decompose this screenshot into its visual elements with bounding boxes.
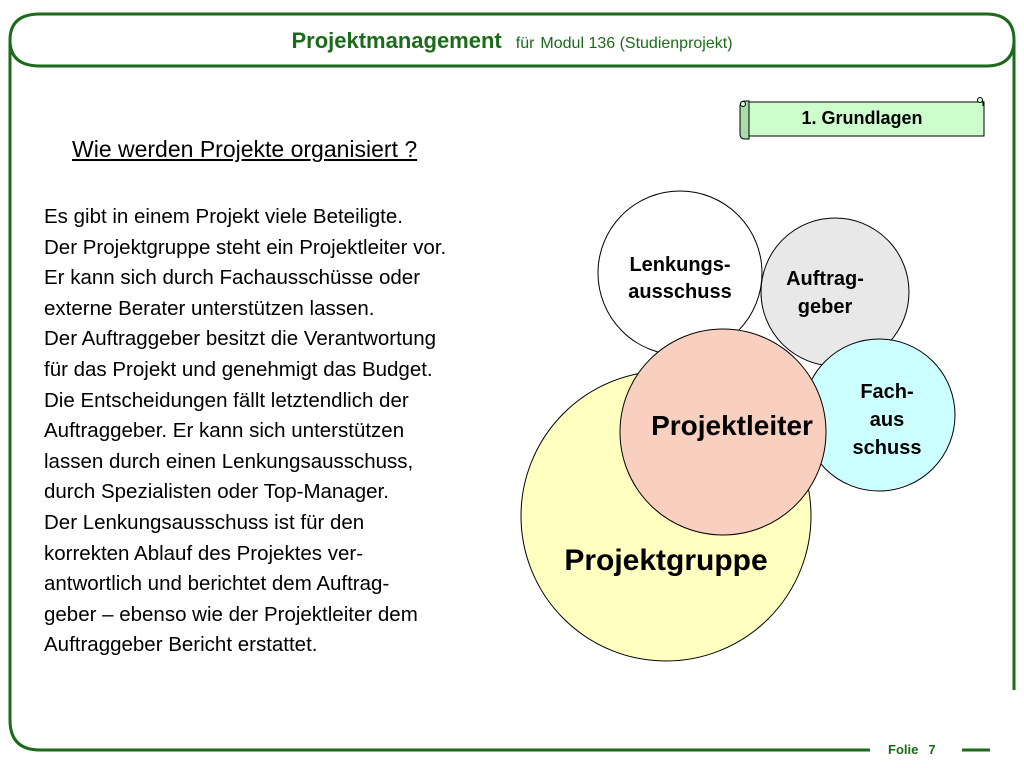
body-line: korrekten Ablauf des Projektes ver- xyxy=(44,541,364,565)
page-number: 7 xyxy=(928,742,936,757)
body-line: Er kann sich durch Fachausschüsse oder xyxy=(44,266,421,290)
header-module: Modul 136 (Studienprojekt) xyxy=(540,35,733,52)
body-line: durch Spezialisten oder Top-Manager. xyxy=(44,480,389,504)
body-line: lassen durch einen Lenkungsausschuss, xyxy=(44,449,414,473)
body-line: externe Berater unterstützen lassen. xyxy=(44,296,375,320)
projektleiter-label: Projektleiter xyxy=(651,410,813,441)
lenkungsausschuss-label xyxy=(600,252,760,306)
page-subtitle: Wie werden Projekte organisiert ? xyxy=(72,136,418,162)
lenkungsausschuss-line: ausschuss xyxy=(628,281,732,303)
body-line: Die Entscheidungen fällt letztendlich der xyxy=(44,388,409,412)
auftraggeber-line: geber xyxy=(797,296,853,318)
body-line: Der Lenkungsausschuss ist für den xyxy=(44,510,365,534)
slide-footer xyxy=(888,742,936,757)
body-line: antwortlich und berichtet dem Auftrag- xyxy=(44,572,390,596)
body-line: Der Auftraggeber besitzt die Verantwortung xyxy=(44,327,437,351)
auftraggeber-line: Auftrag- xyxy=(786,268,864,290)
body-line: Der Projektgruppe steht ein Projektleiter vor. xyxy=(44,235,447,259)
body-line: Es gibt in einem Projekt viele Beteiligte. xyxy=(44,205,403,228)
section-tag: 1. Grundlagen xyxy=(801,108,923,128)
fachausschuss-line: schuss xyxy=(852,437,922,459)
body-line: geber – ebenso wie der Projektleiter dem xyxy=(44,602,418,626)
auftraggeber-label xyxy=(755,265,895,321)
body-line: Auftraggeber Bericht erstattet. xyxy=(44,633,318,657)
fachausschuss-line: aus xyxy=(869,409,905,431)
header-for-label: für xyxy=(515,35,535,52)
fachausschuss-line: Fach- xyxy=(860,381,914,403)
body-line: Auftraggeber. Er kann sich unterstützen xyxy=(44,419,405,443)
lenkungsausschuss-line: Lenkungs- xyxy=(629,254,731,276)
body-line: für das Projekt und genehmigt das Budget. xyxy=(44,357,433,381)
header-main-title: Projektmanagement xyxy=(291,28,502,53)
folie-label: Folie xyxy=(888,742,919,757)
fachausschuss-label xyxy=(828,378,946,462)
projektgruppe-label: Projektgruppe xyxy=(564,544,768,577)
